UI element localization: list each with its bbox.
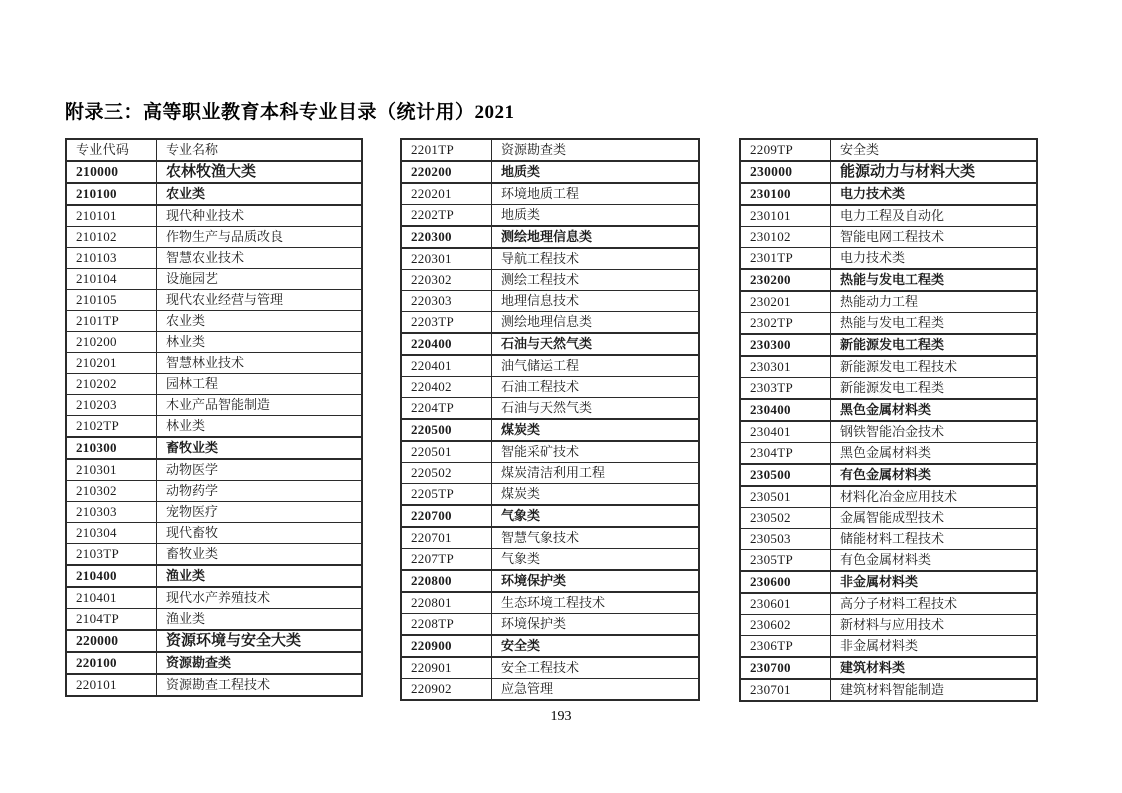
table-row	[401, 505, 699, 527]
table-row	[740, 291, 1037, 313]
code-cell: 2101TP	[66, 311, 157, 332]
table-row	[401, 270, 699, 291]
name-cell: 智能采矿技术	[492, 441, 700, 463]
major-table-middle	[400, 138, 700, 701]
name-cell: 热能与发电工程类	[831, 269, 1038, 291]
code-cell: 230200	[740, 269, 831, 291]
name-cell: 资源环境与安全大类	[157, 630, 363, 652]
code-cell: 210201	[66, 353, 157, 374]
name-cell: 农业类	[157, 183, 363, 205]
name-cell: 电力技术类	[831, 248, 1038, 270]
name-cell: 测绘地理信息类	[492, 312, 700, 334]
table-row	[66, 587, 362, 609]
code-cell: 220701	[401, 527, 492, 549]
code-cell: 2305TP	[740, 550, 831, 572]
page-number: 193	[550, 709, 572, 724]
table-row	[740, 139, 1037, 161]
table-row	[66, 269, 362, 290]
name-cell: 应急管理	[492, 679, 700, 701]
table-row	[66, 139, 362, 161]
code-cell: 230101	[740, 205, 831, 227]
name-cell: 现代农业经营与管理	[157, 290, 363, 311]
name-cell: 电力技术类	[831, 183, 1038, 205]
table-row	[401, 570, 699, 592]
table-row	[66, 565, 362, 587]
name-cell: 石油与天然气类	[492, 398, 700, 420]
name-cell: 新材料与应用技术	[831, 615, 1038, 636]
name-cell: 地质类	[492, 205, 700, 227]
name-cell: 安全类	[831, 139, 1038, 161]
table-row	[401, 679, 699, 701]
code-cell: 210105	[66, 290, 157, 311]
name-cell: 测绘工程技术	[492, 270, 700, 291]
table-row	[66, 481, 362, 502]
code-cell: 220101	[66, 674, 157, 696]
table-row	[66, 353, 362, 374]
name-cell: 林业类	[157, 416, 363, 438]
code-cell: 230601	[740, 593, 831, 615]
table-row	[740, 615, 1037, 636]
table-row	[740, 421, 1037, 443]
name-cell: 环境地质工程	[492, 183, 700, 205]
table-row	[740, 464, 1037, 486]
code-cell: 210000	[66, 161, 157, 183]
table-row	[66, 395, 362, 416]
table-row	[740, 443, 1037, 465]
code-cell: 220000	[66, 630, 157, 652]
code-cell: 2302TP	[740, 313, 831, 335]
code-cell: 210102	[66, 227, 157, 248]
table-row	[401, 312, 699, 334]
code-cell: 230501	[740, 486, 831, 508]
code-cell: 210200	[66, 332, 157, 353]
name-cell: 建筑材料类	[831, 657, 1038, 679]
table-row	[66, 183, 362, 205]
name-cell: 智慧气象技术	[492, 527, 700, 549]
code-cell: 210303	[66, 502, 157, 523]
table-row	[66, 227, 362, 248]
name-cell: 安全工程技术	[492, 657, 700, 679]
table-row	[66, 374, 362, 395]
table-row	[740, 227, 1037, 248]
code-cell: 2303TP	[740, 378, 831, 400]
name-cell: 新能源发电工程类	[831, 378, 1038, 400]
table-row	[66, 205, 362, 227]
name-cell: 环境保护类	[492, 570, 700, 592]
code-cell: 230100	[740, 183, 831, 205]
code-cell: 220502	[401, 463, 492, 484]
table-row	[66, 290, 362, 311]
table-row	[740, 550, 1037, 572]
table-row	[66, 332, 362, 353]
name-cell: 电力工程及自动化	[831, 205, 1038, 227]
table-row	[401, 161, 699, 183]
name-cell: 地质类	[492, 161, 700, 183]
code-cell: 230301	[740, 356, 831, 378]
name-cell: 钢铁智能冶金技术	[831, 421, 1038, 443]
code-cell: 2209TP	[740, 139, 831, 161]
table-row	[66, 416, 362, 438]
name-cell: 畜牧业类	[157, 437, 363, 459]
code-cell: 210301	[66, 459, 157, 481]
name-cell: 畜牧业类	[157, 544, 363, 566]
name-cell: 园林工程	[157, 374, 363, 395]
code-cell: 220300	[401, 226, 492, 248]
name-cell: 煤炭清洁利用工程	[492, 463, 700, 484]
table-row	[66, 311, 362, 332]
table-row	[401, 139, 699, 161]
table-row	[740, 679, 1037, 701]
table-row	[66, 459, 362, 481]
code-cell: 220401	[401, 355, 492, 377]
code-cell: 220402	[401, 377, 492, 398]
name-cell: 油气储运工程	[492, 355, 700, 377]
code-cell: 230502	[740, 508, 831, 529]
table-row	[740, 161, 1037, 183]
table-row	[66, 523, 362, 544]
code-cell: 220200	[401, 161, 492, 183]
table-row	[401, 183, 699, 205]
code-cell: 210302	[66, 481, 157, 502]
name-cell: 农业类	[157, 311, 363, 332]
table-row	[740, 508, 1037, 529]
code-cell: 专业代码	[66, 139, 157, 161]
name-cell: 煤炭类	[492, 419, 700, 441]
name-cell: 气象类	[492, 549, 700, 571]
code-cell: 220400	[401, 333, 492, 355]
code-cell: 210401	[66, 587, 157, 609]
table-row	[401, 549, 699, 571]
table-row	[66, 437, 362, 459]
name-cell: 热能动力工程	[831, 291, 1038, 313]
code-cell: 230300	[740, 334, 831, 356]
page-title: 附录三：高等职业教育本科专业目录（统计用）2021	[65, 102, 515, 123]
table-row	[401, 527, 699, 549]
code-cell: 220303	[401, 291, 492, 312]
name-cell: 专业名称	[157, 139, 363, 161]
code-cell: 230503	[740, 529, 831, 550]
name-cell: 资源勘查类	[492, 139, 700, 161]
name-cell: 资源勘查类	[157, 652, 363, 674]
name-cell: 安全类	[492, 635, 700, 657]
code-cell: 220901	[401, 657, 492, 679]
table-row	[401, 333, 699, 355]
table-row	[401, 463, 699, 484]
table-row	[401, 205, 699, 227]
name-cell: 能源动力与材料大类	[831, 161, 1038, 183]
code-cell: 2102TP	[66, 416, 157, 438]
code-cell: 210101	[66, 205, 157, 227]
code-cell: 210400	[66, 565, 157, 587]
table-row	[66, 161, 362, 183]
table-row	[401, 441, 699, 463]
code-cell: 220201	[401, 183, 492, 205]
name-cell: 有色金属材料类	[831, 550, 1038, 572]
code-cell: 230600	[740, 571, 831, 593]
code-cell: 2306TP	[740, 636, 831, 658]
code-cell: 220900	[401, 635, 492, 657]
name-cell: 渔业类	[157, 609, 363, 631]
table-row	[740, 399, 1037, 421]
code-cell: 220902	[401, 679, 492, 701]
table-row	[66, 609, 362, 631]
table-row	[740, 486, 1037, 508]
code-cell: 220500	[401, 419, 492, 441]
table-row	[401, 248, 699, 270]
name-cell: 气象类	[492, 505, 700, 527]
table-row	[401, 355, 699, 377]
code-cell: 2204TP	[401, 398, 492, 420]
table-row	[401, 657, 699, 679]
table-row	[66, 652, 362, 674]
name-cell: 石油工程技术	[492, 377, 700, 398]
code-cell: 230201	[740, 291, 831, 313]
name-cell: 设施园艺	[157, 269, 363, 290]
name-cell: 测绘地理信息类	[492, 226, 700, 248]
table-row	[740, 378, 1037, 400]
code-cell: 230700	[740, 657, 831, 679]
table-row	[66, 630, 362, 652]
name-cell: 智慧林业技术	[157, 353, 363, 374]
code-cell: 230500	[740, 464, 831, 486]
code-cell: 220301	[401, 248, 492, 270]
table-row	[740, 313, 1037, 335]
name-cell: 有色金属材料类	[831, 464, 1038, 486]
name-cell: 非金属材料类	[831, 636, 1038, 658]
name-cell: 林业类	[157, 332, 363, 353]
code-cell: 2301TP	[740, 248, 831, 270]
table-row	[740, 269, 1037, 291]
major-table-left	[65, 138, 363, 697]
code-cell: 220800	[401, 570, 492, 592]
name-cell: 现代畜牧	[157, 523, 363, 544]
code-cell: 230401	[740, 421, 831, 443]
name-cell: 黑色金属材料类	[831, 399, 1038, 421]
table-row	[740, 657, 1037, 679]
table-row	[740, 529, 1037, 550]
table-row	[740, 248, 1037, 270]
name-cell: 作物生产与品质改良	[157, 227, 363, 248]
name-cell: 智慧农业技术	[157, 248, 363, 269]
name-cell: 非金属材料类	[831, 571, 1038, 593]
table-row	[401, 398, 699, 420]
code-cell: 2201TP	[401, 139, 492, 161]
name-cell: 生态环境工程技术	[492, 592, 700, 614]
name-cell: 煤炭类	[492, 484, 700, 506]
code-cell: 210100	[66, 183, 157, 205]
name-cell: 材料化冶金应用技术	[831, 486, 1038, 508]
code-cell: 230602	[740, 615, 831, 636]
code-cell: 2208TP	[401, 614, 492, 636]
code-cell: 230102	[740, 227, 831, 248]
table-row	[740, 571, 1037, 593]
table-row	[66, 674, 362, 696]
code-cell: 220700	[401, 505, 492, 527]
table-row	[66, 248, 362, 269]
name-cell: 黑色金属材料类	[831, 443, 1038, 465]
table-row	[740, 593, 1037, 615]
code-cell: 220302	[401, 270, 492, 291]
code-cell: 210203	[66, 395, 157, 416]
name-cell: 木业产品智能制造	[157, 395, 363, 416]
code-cell: 210103	[66, 248, 157, 269]
code-cell: 230701	[740, 679, 831, 701]
name-cell: 建筑材料智能制造	[831, 679, 1038, 701]
table-row	[66, 502, 362, 523]
code-cell: 210104	[66, 269, 157, 290]
name-cell: 储能材料工程技术	[831, 529, 1038, 550]
table-row	[740, 356, 1037, 378]
table-row	[401, 377, 699, 398]
name-cell: 金属智能成型技术	[831, 508, 1038, 529]
code-cell: 2103TP	[66, 544, 157, 566]
code-cell: 2203TP	[401, 312, 492, 334]
name-cell: 资源勘查工程技术	[157, 674, 363, 696]
name-cell: 高分子材料工程技术	[831, 593, 1038, 615]
table-row	[401, 484, 699, 506]
name-cell: 热能与发电工程类	[831, 313, 1038, 335]
code-cell: 2207TP	[401, 549, 492, 571]
name-cell: 现代水产养殖技术	[157, 587, 363, 609]
name-cell: 环境保护类	[492, 614, 700, 636]
name-cell: 动物药学	[157, 481, 363, 502]
code-cell: 2104TP	[66, 609, 157, 631]
table-row	[740, 334, 1037, 356]
name-cell: 现代种业技术	[157, 205, 363, 227]
table-row	[401, 291, 699, 312]
major-table-right	[739, 138, 1038, 702]
name-cell: 渔业类	[157, 565, 363, 587]
name-cell: 农林牧渔大类	[157, 161, 363, 183]
name-cell: 地理信息技术	[492, 291, 700, 312]
table-row	[401, 614, 699, 636]
name-cell: 动物医学	[157, 459, 363, 481]
table-row	[740, 183, 1037, 205]
code-cell: 230400	[740, 399, 831, 421]
code-cell: 210300	[66, 437, 157, 459]
code-cell: 220100	[66, 652, 157, 674]
code-cell: 210202	[66, 374, 157, 395]
name-cell: 导航工程技术	[492, 248, 700, 270]
code-cell: 220801	[401, 592, 492, 614]
table-row	[401, 419, 699, 441]
code-cell: 2205TP	[401, 484, 492, 506]
name-cell: 石油与天然气类	[492, 333, 700, 355]
name-cell: 宠物医疗	[157, 502, 363, 523]
table-row	[401, 635, 699, 657]
name-cell: 新能源发电工程技术	[831, 356, 1038, 378]
name-cell: 智能电网工程技术	[831, 227, 1038, 248]
table-row	[740, 205, 1037, 227]
code-cell: 2202TP	[401, 205, 492, 227]
table-row	[401, 592, 699, 614]
code-cell: 2304TP	[740, 443, 831, 465]
code-cell: 220501	[401, 441, 492, 463]
table-row	[66, 544, 362, 566]
table-row	[740, 636, 1037, 658]
code-cell: 230000	[740, 161, 831, 183]
table-row	[401, 226, 699, 248]
code-cell: 210304	[66, 523, 157, 544]
name-cell: 新能源发电工程类	[831, 334, 1038, 356]
